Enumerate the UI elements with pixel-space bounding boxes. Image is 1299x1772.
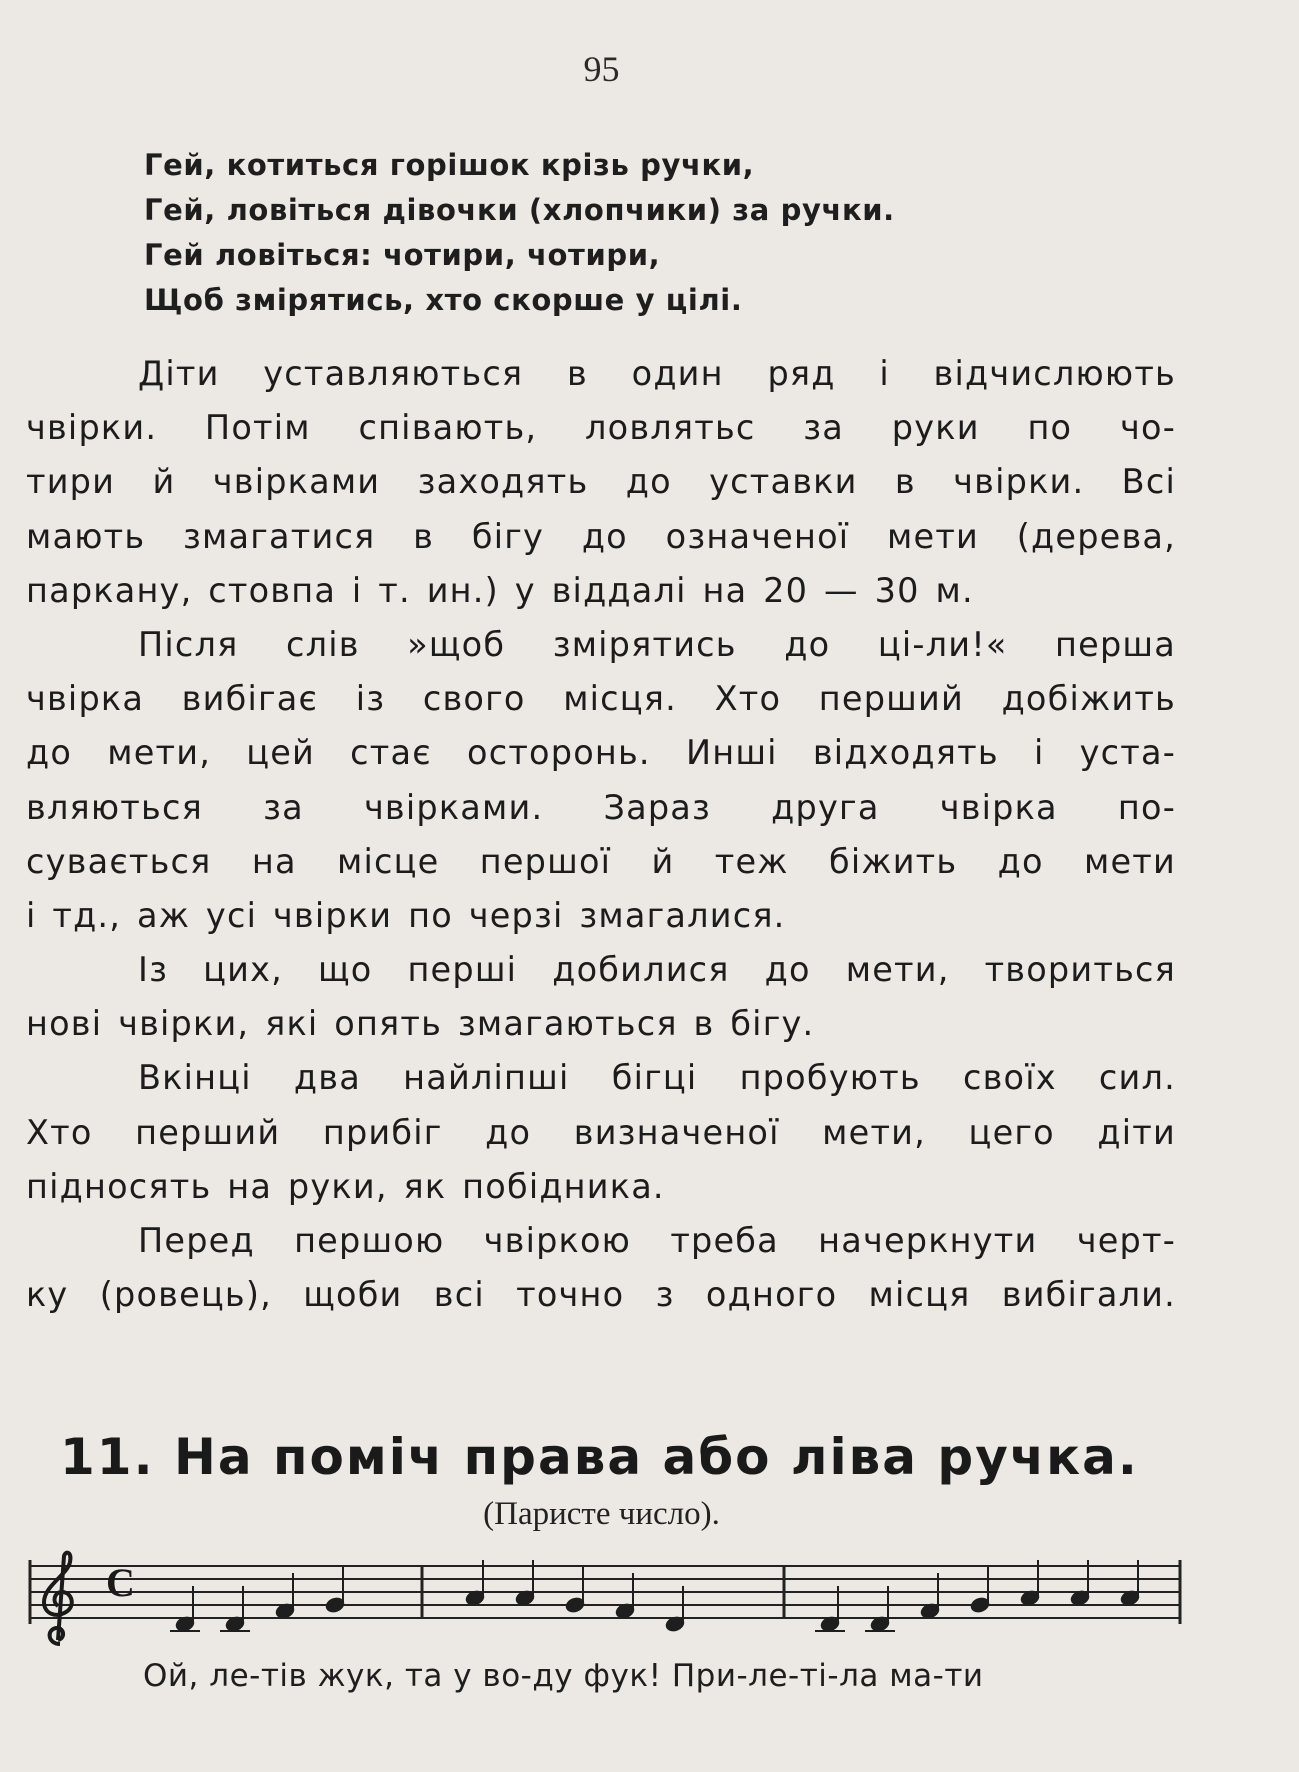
prose-line: ку (ровець), щоби всі точно з одного місця вибігали. xyxy=(26,1275,1176,1315)
section-title: 11. На поміч права або ліва ручка. xyxy=(60,1428,1139,1486)
verse xyxy=(144,143,895,323)
time-signature: C xyxy=(106,1560,135,1605)
prose-line: чвірка вибігає із свого місця. Хто перший добіжить xyxy=(26,679,1176,719)
prose-line: Хто перший прибіг до визначеної мети, цего діти xyxy=(26,1112,1176,1152)
prose-line: вляються за чвірками. Зараз друга чвірка по- xyxy=(26,787,1176,827)
prose-body xyxy=(26,347,1176,1322)
prose-line: Перед першою чвіркою треба начеркнути черт- xyxy=(138,1221,1176,1260)
prose-line: Діти уставляються в один ряд і відчислюють xyxy=(138,354,1176,393)
prose-line: і тд., аж усі чвірки по черзі змагалися. xyxy=(26,895,786,935)
prose-line: чвірки. Потім співають, ловлятьс за руки по чо- xyxy=(26,408,1176,448)
music-staff xyxy=(20,1548,1190,1658)
song-lyrics: Ой, ле-тів жук, та у во-ду фук! При-ле-ті-ла ма-ти xyxy=(143,1658,984,1694)
prose-line: Із цих, що перші добилися до мети, твориться xyxy=(138,950,1176,990)
prose-line: до мети, цей стає осторонь. Инші відходять і уста- xyxy=(26,733,1176,773)
page-number: 95 xyxy=(583,49,620,89)
prose-line: тири й чвірками заходять до уставки в чвірки. Всі xyxy=(26,462,1176,502)
prose-line: сувається на місце першої й теж біжить до мети xyxy=(26,841,1176,881)
verse-line: Гей ловіться: чотири, чотири, xyxy=(144,238,661,272)
verse-line: Щоб змірятись, хто скорше у цілі. xyxy=(144,283,743,317)
prose-line: підносять на руки, як побідника. xyxy=(26,1166,665,1206)
prose-line: паркану, стовпа і т. ин.) у віддалі на 20 — 30 м. xyxy=(26,570,974,610)
prose-line: Після слів »щоб змірятись до ці-ли!« перша xyxy=(138,624,1176,664)
verse-line: Гей, ловіться дівочки (хлопчики) за ручки. xyxy=(144,193,895,227)
prose-line: Вкінці два найліпші бігці пробують своїх сил. xyxy=(138,1058,1176,1098)
verse-line: Гей, котиться горішок крізь ручки, xyxy=(144,148,755,182)
notes xyxy=(170,1560,1141,1633)
section-subtitle: (Паристе число). xyxy=(483,1496,720,1532)
prose-line: мають змагатися в бігу до означеної мети (дерева, xyxy=(26,516,1176,556)
prose-line: нові чвірки, які опять змагаються в бігу. xyxy=(26,1004,815,1044)
